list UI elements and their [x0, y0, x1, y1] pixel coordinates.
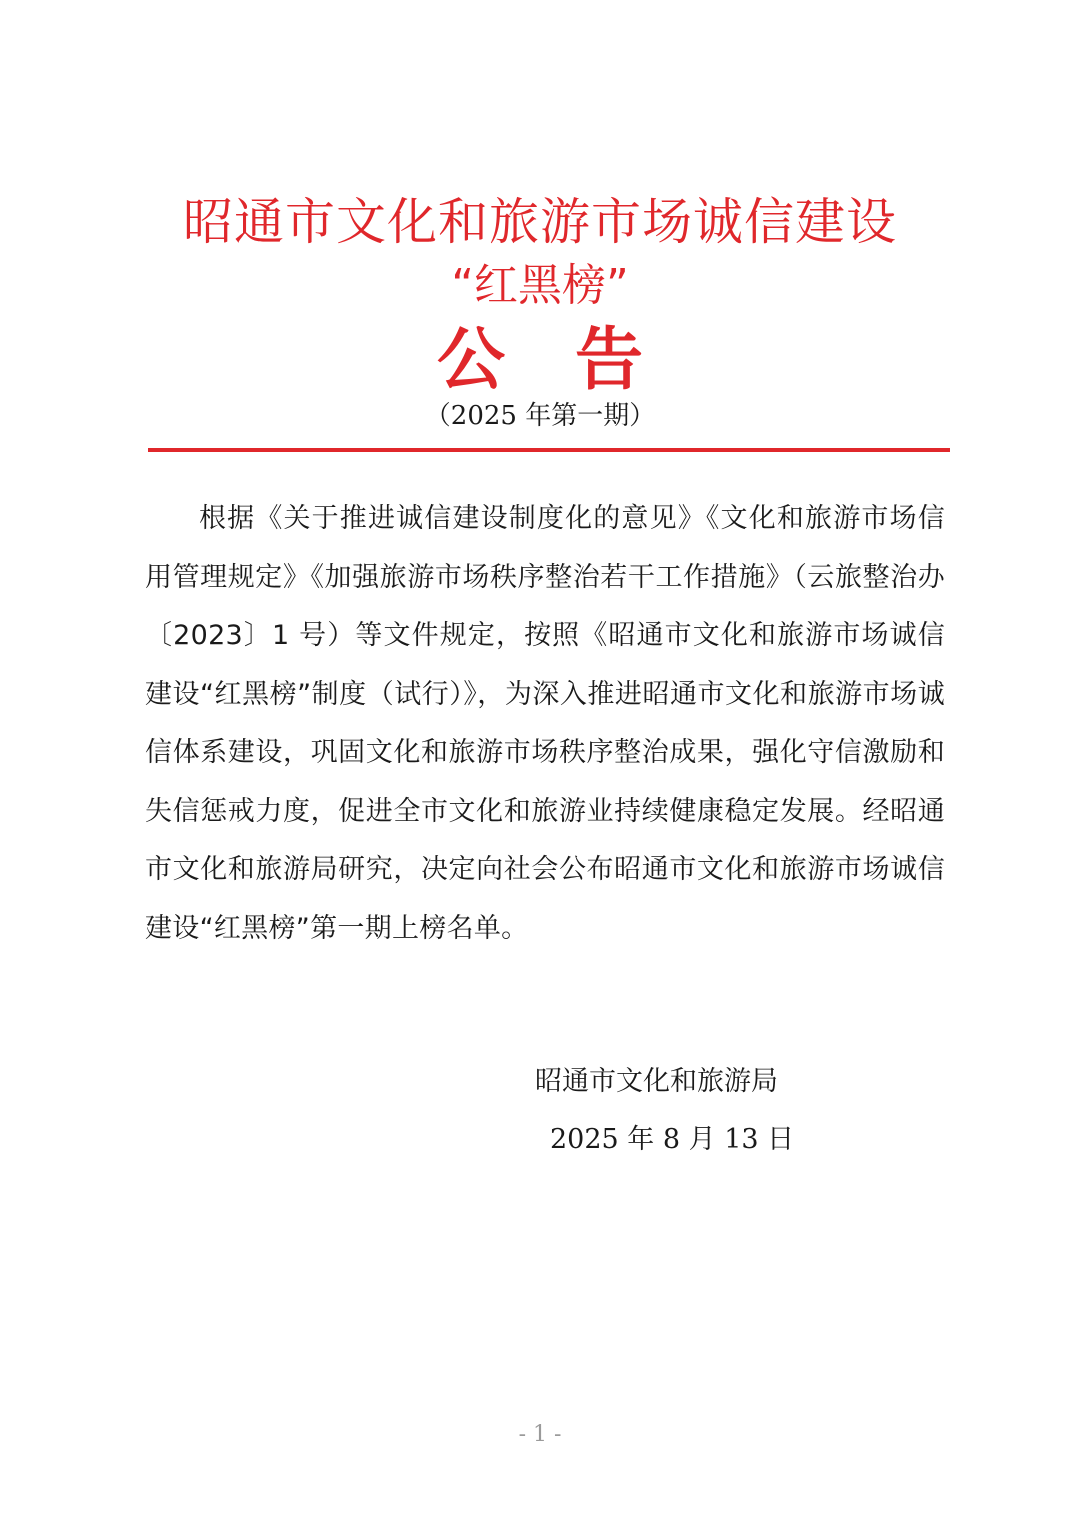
signature-date: 2025 年 8 月 13 日 — [550, 1124, 795, 1155]
issue-number: （2025 年第一期） — [424, 401, 656, 431]
announcement-char-2: 告 — [575, 321, 644, 400]
document-title-line1: 昭通市文化和旅游市场诚信建设 — [183, 193, 897, 251]
body-paragraph: 根据《关于推进诚信建设制度化的意见》《文化和旅游市场信用管理规定》《加强旅游市场秩序整治若干工作措施》（云旅整治办〔2023〕1 号）等文件规定，按照《昭通市文化和旅游市场诚信建设“红黑榜”制度（试行）》，为深入推进昭通市文化和旅游市场诚信体系建设，巩固文化和旅游市场秩序整治成果，强化守信激励和失信惩戒力度，促进全市文化和旅游业持续健康稳定发展。经昭通市文化和旅游局研究，决定向社会公布昭通市文化和旅游市场诚信建设“红黑榜”第一期上榜名单。 — [145, 503, 945, 944]
page-number: - 1 - — [518, 1422, 562, 1447]
announcement-heading — [0, 322, 1080, 400]
issuer-signature: 昭通市文化和旅游局 — [535, 1066, 778, 1097]
document-title-line2: “红黑榜” — [451, 260, 629, 311]
announcement-char-1: 公 — [436, 321, 505, 400]
red-divider-line — [148, 448, 950, 452]
